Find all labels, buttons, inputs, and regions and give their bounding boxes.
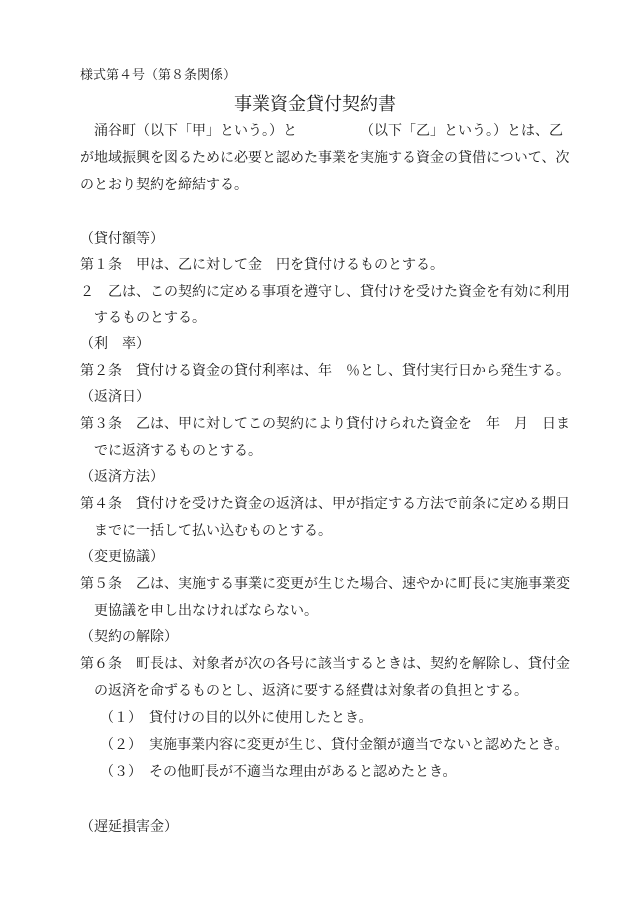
article-line: の返済を命ずるものとし、返済に要する経費は対象者の負担とする。 (94, 683, 528, 699)
preamble-line: のとおり契約を締結する。 (80, 177, 248, 193)
article-line: 第１条 甲は、乙に対して金 円を貸付けるものとする。 (80, 257, 444, 273)
article-line: でに返済するものとする。 (94, 443, 262, 459)
article-line: までに一括して払い込むものとする。 (94, 523, 332, 539)
article-line: 第２条 貸付ける資金の貸付利率は、年 ％とし、貸付実行日から発生する。 (80, 363, 570, 379)
article-item: （２） 実施事業内容に変更が生じ、貸付金額が適当でないと認めたとき。 (100, 737, 569, 753)
article-item: （３） その他町長が不適当な理由があると認めたとき。 (100, 764, 457, 780)
document-title: 事業資金貸付契約書 (234, 94, 396, 115)
article-heading: （返済方法） (80, 469, 164, 485)
article-heading: （変更協議） (80, 549, 164, 565)
article-heading: （契約の解除） (80, 629, 178, 645)
article-line: 第６条 町長は、対象者が次の各号に該当するときは、契約を解除し、貸付金 (80, 656, 570, 672)
article-item: （１） 貸付けの目的以外に使用したとき。 (100, 710, 373, 726)
article-heading: （返済日） (80, 389, 150, 405)
article-line: 更協議を申し出なければならない。 (94, 603, 318, 619)
article-line: するものとする。 (94, 310, 206, 326)
article-line: 第５条 乙は、実施する事業に変更が生じた場合、速やかに町長に実施事業変 (80, 576, 570, 592)
preamble-line: が地域振興を図るために必要と認めた事業を実施する資金の貸借について、次 (80, 150, 570, 166)
article-line: ２ 乙は、この契約に定める事項を遵守し、貸付けを受けた資金を有効に利用 (80, 284, 570, 300)
article-heading: （貸付額等） (80, 231, 164, 247)
article-line: 第３条 乙は、甲に対してこの契約により貸付けられた資金を 年 月 日ま (80, 416, 570, 432)
article-line: 第４条 貸付けを受けた資金の返済は、甲が指定する方法で前条に定める期日 (80, 496, 570, 512)
form-label: 様式第４号（第８条関係） (80, 68, 237, 83)
preamble-line: 涌谷町（以下「甲」という。）と （以下「乙」という。）とは、乙 (80, 123, 563, 139)
article-heading: （遅延損害金） (80, 819, 178, 835)
article-heading: （利 率） (80, 336, 150, 352)
